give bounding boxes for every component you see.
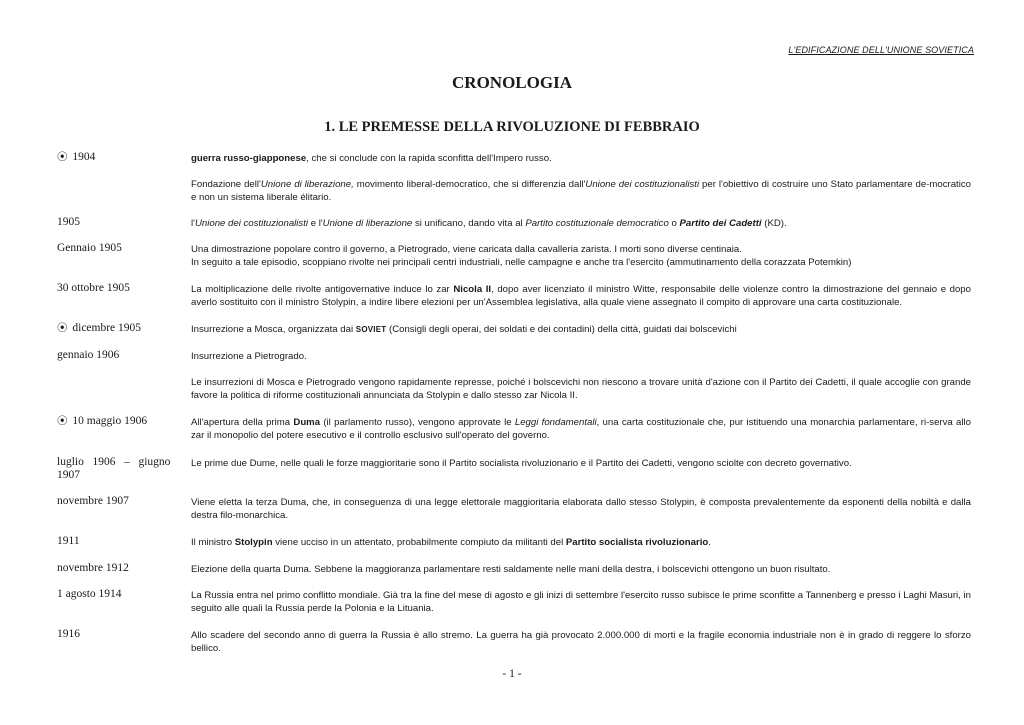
target-icon: ⦿ bbox=[57, 323, 68, 334]
entry-text-line: Una dimostrazione popolare contro il governo, a Pietrogrado, viene caricata dalla cavalleria zarista. I morti sono diverse centinaia. bbox=[191, 244, 742, 255]
entry-text-part: o bbox=[668, 218, 680, 229]
entry-text-part: , una carta costituzionale che, pur istituendo una monarchia parlamentare, ri-serva allo zar il monopolio del potere esecutivo e il controllo esclusivo sull'operato del governo. bbox=[191, 417, 971, 442]
entry-text-part: e l' bbox=[308, 218, 323, 229]
entry-text-part: Il ministro bbox=[191, 537, 235, 548]
entry-text-part: per l'obiettivo di costruire uno Stato parlamentare de-mocratico e non un sistema liberale élitario. bbox=[191, 179, 971, 204]
section-title: 1. LE PREMESSE DELLA RIVOLUZIONE DI FEBBRAIO bbox=[324, 119, 700, 135]
entry-text-part: Fondazione dell' bbox=[191, 179, 261, 190]
entry-text-part: La moltiplicazione delle rivolte antigovernative induce lo zar bbox=[191, 284, 454, 295]
entry-text-part: , che si conclude con la rapida sconfitta dell'Impero russo. bbox=[306, 153, 552, 164]
entry-text: Allo scadere del secondo anno di guerra la Russia è allo stremo. La guerra ha già provocato 2.000.000 di morti e la fragile economia industriale non è in grado di reggere lo sforzo bellico. bbox=[191, 630, 971, 655]
date-text: dicembre 1905 bbox=[72, 322, 142, 334]
page-number: - 1 - bbox=[502, 668, 522, 680]
entry-date: 1916 bbox=[57, 628, 80, 640]
entry-date bbox=[57, 322, 182, 335]
minister-name: Stolypin bbox=[234, 537, 273, 548]
entry-date: novembre 1907 bbox=[57, 495, 129, 507]
entry-text-part: Insurrezione a Mosca, organizzata dai bbox=[191, 324, 356, 335]
entry-date: 30 ottobre 1905 bbox=[57, 282, 130, 294]
entry-text bbox=[191, 536, 971, 549]
entry-text bbox=[191, 243, 971, 270]
entry-date: gennaio 1906 bbox=[57, 349, 120, 361]
entry-text-part: (Consigli degli operai, dei soldati e dei contadini) della città, guidati dai bolscevichi bbox=[386, 324, 737, 335]
entry-text: Viene eletta la terza Duma, che, in conseguenza di una legge elettorale maggioritaria elaborata dallo stesso Stolypin, è composta prevalentemente da esponenti della nobiltà e dalla destra filo-monarchica. bbox=[191, 497, 971, 522]
entry-text-part: l' bbox=[191, 218, 195, 229]
entry-text bbox=[191, 416, 971, 443]
entry-text: Le prime due Dume, nelle quali le forze maggioritarie sono il Partito socialista rivoluzionario e il Partito dei Cadetti, vengono sciolte con decreto governativo. bbox=[191, 458, 852, 469]
entry-text: Elezione della quarta Duma. Sebbene la maggioranza parlamentare resti saldamente nelle mani della destra, i bolscevichi ottengono un buon risultato. bbox=[191, 564, 831, 575]
entry-date: 1905 bbox=[57, 216, 80, 228]
duma-term: Duma bbox=[293, 417, 321, 428]
entry-date: Gennaio 1905 bbox=[57, 242, 122, 254]
date-text: 10 maggio 1906 bbox=[72, 415, 148, 427]
date-text: 1904 bbox=[72, 151, 96, 163]
entry-text-italic: Partito costituzionale democratico bbox=[525, 218, 669, 229]
war-name: guerra russo-giapponese bbox=[191, 153, 307, 164]
entry-text-part: All'apertura della prima bbox=[191, 417, 294, 428]
entry-text-part: movimento liberal-democratico, che si differenzia dall' bbox=[353, 179, 586, 190]
entry-date: 1 agosto 1914 bbox=[57, 588, 122, 600]
party-name: Partito socialista rivoluzionario bbox=[565, 537, 709, 548]
target-icon: ⦿ bbox=[57, 152, 68, 163]
tsar-name: Nicola II bbox=[453, 284, 492, 295]
entry-date: 1911 bbox=[57, 535, 80, 547]
soviet-term: SOVIET bbox=[355, 325, 387, 334]
entry-text-italic: Unione dei costituzionalisti bbox=[194, 218, 309, 229]
entry-text-part: viene ucciso in un attentato, probabilmente compiuto da militanti del bbox=[272, 537, 566, 548]
entry-text bbox=[191, 323, 971, 336]
entry-date: novembre 1912 bbox=[57, 562, 129, 574]
entry-text-italic: Leggi fondamentali bbox=[514, 417, 597, 428]
entry-text-line: Le insurrezioni di Mosca e Pietrogrado vengono rapidamente represse, poiché i bolscevichi non riescono a trovare unità d'azione con il Partito dei Cadetti, il quale accoglie con grande favore la politica di riforme costituzionali annunciata da Stolypin e dallo stesso zar Nicola II. bbox=[191, 377, 971, 402]
entry-text-italic: Unione di liberazione bbox=[322, 218, 413, 229]
entry-text: La Russia entra nel primo conflitto mondiale. Già tra la fine del mese di agosto e gli inizi di settembre l'esercito russo subisce le prime sconfitte a Tannenberg e presso i Laghi Masuri, in seguito alle quali la Russia perde la Polonia e la Lituania. bbox=[191, 590, 971, 615]
entry-text-part: si unificano, dando vita al bbox=[412, 218, 526, 229]
target-icon: ⦿ bbox=[57, 416, 68, 427]
page-title: CRONOLOGIA bbox=[452, 73, 572, 92]
entry-text-part: (il parlamento russo), vengono approvate le bbox=[320, 417, 515, 428]
party-name: Partito dei Cadetti bbox=[679, 218, 762, 229]
entry-text-part: , dopo aver licenziato il ministro Witte, responsabile delle violenze contro la dimostrazione del gennaio e dopo averlo sostituito con il ministro Stolypin, a indire libere elezioni per un'Assemblea legislativa, alla quale viene assegnato il compito di approvare una carta costituzionale. bbox=[191, 284, 971, 309]
entry-text-part: (KD). bbox=[761, 218, 787, 229]
entry-date bbox=[57, 415, 182, 428]
entry-text-italic: Unione dei costituzionalisti bbox=[585, 179, 700, 190]
entry-date bbox=[57, 151, 182, 164]
entry-text-part: . bbox=[708, 537, 711, 548]
entry-text bbox=[191, 283, 971, 310]
entry-text-line: In seguito a tale episodio, scoppiano rivolte nei principali centri industriali, nelle campagne e anche tra l'esercito (ammutinamento della corazzata Potemkin) bbox=[191, 257, 852, 269]
entry-text-italic: Unione di liberazione, bbox=[260, 179, 354, 190]
entry-date: luglio 1906 – giugno 1907 bbox=[57, 456, 174, 481]
running-header: L'EDIFICAZIONE DELL'UNIONE SOVIETICA bbox=[788, 45, 974, 55]
entry-text-line: Insurrezione a Pietrogrado. bbox=[191, 351, 307, 362]
entry-text bbox=[191, 217, 971, 230]
